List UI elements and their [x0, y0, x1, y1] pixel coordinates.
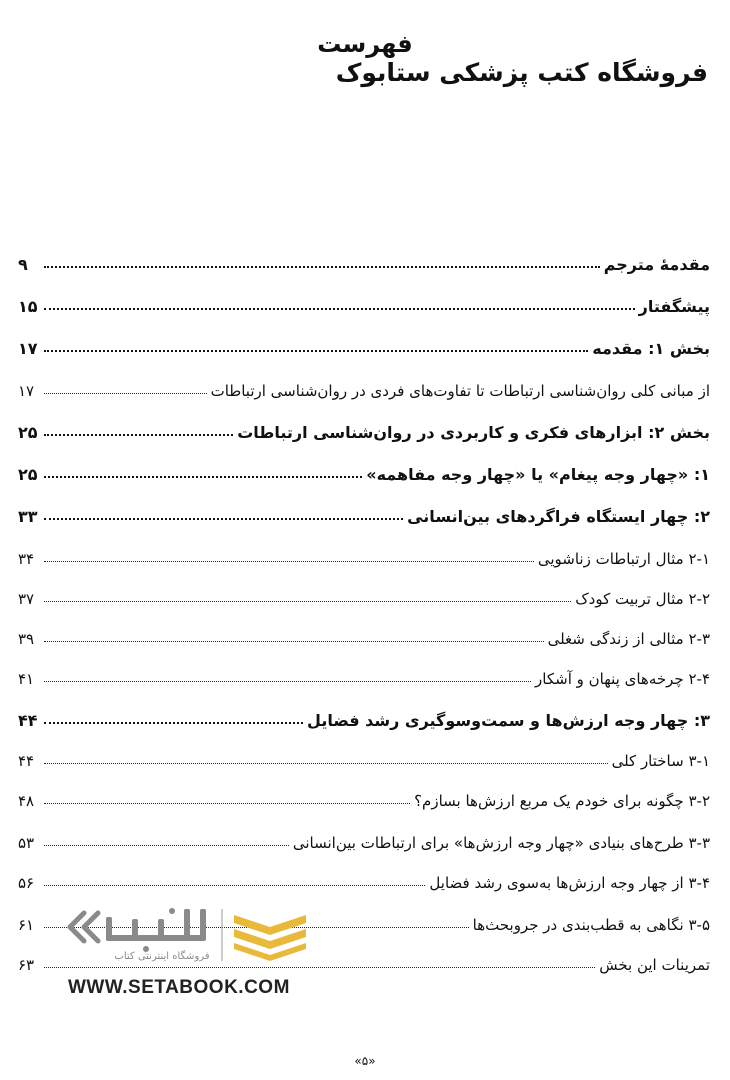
- toc-dot-leader: [44, 349, 588, 352]
- toc-entry-page: ۳۹: [18, 630, 35, 648]
- toc-entry-page: ۴۸: [18, 792, 35, 810]
- logo-chevrons-icon: [70, 913, 98, 941]
- toc-entry-page: ۳۳: [18, 507, 38, 526]
- toc-entry: [18, 700, 710, 730]
- toc-dot-leader: [44, 560, 534, 562]
- toc-dot-leader: [44, 762, 608, 764]
- toc-entry-title: ۳-۳ طرح‌های بنیادی «چهار وجه ارزش‌ها» برای ارتباطات بین‌انسانی: [292, 834, 710, 852]
- toc-entry-title: بخش ۱: مقدمه: [592, 339, 710, 358]
- toc-entry-title: ۳-۴ از چهار وجه ارزش‌ها به‌سوی رشد فضایل: [429, 874, 710, 892]
- toc-entry-title: ۳-۲ چگونه برای خودم یک مربع ارزش‌ها بسازم؟: [414, 792, 710, 810]
- setabook-logo: [62, 905, 312, 965]
- toc-dot-leader: [44, 392, 207, 394]
- toc-entry-title: ۲: چهار ایستگاه فراگردهای بین‌انسانی: [407, 507, 710, 526]
- toc-entry-page: ۴۱: [18, 670, 35, 688]
- toc-entry: [18, 538, 710, 568]
- toc-entry: [18, 658, 710, 688]
- toc-entry-title: ۲-۲ مثال تربیت کودک: [575, 590, 710, 608]
- toc-dot-leader: [44, 433, 233, 436]
- toc-entry: [18, 454, 710, 484]
- toc-entry-page: ۴۴: [18, 752, 35, 770]
- toc-dot-leader: [44, 680, 531, 682]
- toc-dot-leader: [44, 600, 571, 602]
- toc-entry-title: ۲-۱ مثال ارتباطات زناشویی: [537, 550, 710, 568]
- logo-subtitle: فروشگاه اینترنتی کتاب: [114, 951, 210, 962]
- toc-entry: [18, 822, 710, 852]
- toc-entry-page: ۱۷: [18, 382, 35, 400]
- toc-entry-page: ۴۴: [18, 711, 38, 730]
- toc-entry: [18, 412, 710, 442]
- toc-dot-leader: [44, 475, 362, 478]
- website-url: WWW.SETABOOK.COM: [68, 977, 290, 998]
- toc-entry: [18, 370, 710, 400]
- toc-entry-title: بخش ۲: ابزارهای فکری و کاربردی در روان‌شناسی ارتباطات: [237, 423, 710, 442]
- page-title: فهرست: [317, 30, 413, 58]
- toc-entry-page: ۲۵: [18, 465, 38, 484]
- toc-dot-leader: [44, 966, 595, 968]
- toc-entry: [18, 244, 710, 274]
- toc-dot-leader: [44, 265, 600, 268]
- toc-entry: [18, 780, 710, 810]
- toc-entry: [18, 328, 710, 358]
- toc-entry-title: ۳-۵ نگاهی به قطب‌بندی در جروبحث‌ها: [472, 916, 710, 934]
- toc-entry-title: پیشگفتار: [638, 297, 710, 316]
- toc-dot-leader: [44, 802, 410, 804]
- toc-dot-leader: [44, 640, 544, 642]
- toc-dot-leader: [44, 844, 289, 846]
- toc-dot-leader: [44, 517, 403, 520]
- toc-entry-page: ۶۳: [18, 956, 35, 974]
- toc-entry-page: ۳۷: [18, 590, 35, 608]
- store-name: فروشگاه کتب پزشکی ستابوک: [335, 58, 708, 87]
- toc-entry: [18, 578, 710, 608]
- toc-entry-title: ۲-۴ چرخه‌های پنهان و آشکار: [535, 670, 710, 688]
- page-number: «۵»: [354, 1054, 376, 1068]
- toc-entry-title: تمرینات این بخش: [599, 956, 710, 974]
- toc-entry-page: ۵۶: [18, 874, 35, 892]
- toc-entry-page: ۳۴: [18, 550, 35, 568]
- toc-entry-title: ۳-۱ ساختار کلی: [611, 752, 710, 770]
- toc-entry-title: ۲-۳ مثالی از زندگی شغلی: [547, 630, 710, 648]
- toc-entry-title: ۳: چهار وجه ارزش‌ها و سمت‌وسوگیری رشد فضایل: [307, 711, 710, 730]
- logo-script-mark: [106, 908, 206, 952]
- toc-entry: [18, 496, 710, 526]
- toc-entry-title: از مبانی کلی روان‌شناسی ارتباطات تا تفاوت‌های فردی در روان‌شناسی ارتباطات: [210, 382, 710, 400]
- toc-entry: [18, 740, 710, 770]
- toc-entry-page: ۱۵: [18, 297, 38, 316]
- toc-dot-leader: [44, 884, 425, 886]
- toc-entry: [18, 618, 710, 648]
- logo-book-icon: [234, 915, 306, 961]
- toc-entry-page: ۶۱: [18, 916, 35, 934]
- toc-dot-leader: [44, 307, 635, 310]
- toc-entry-page: ۹: [18, 255, 28, 274]
- toc-entry-title: ۱: «چهار وجه پیغام» یا «چهار وجه مفاهمه»: [366, 465, 710, 484]
- toc-entry: [18, 862, 710, 892]
- toc-entry-page: ۵۳: [18, 834, 35, 852]
- toc-entry-title: مقدمۀ مترجم: [603, 255, 710, 274]
- toc-entry: [18, 286, 710, 316]
- toc-entry-page: ۱۷: [18, 339, 38, 358]
- toc-dot-leader: [44, 721, 303, 724]
- toc-entry-page: ۲۵: [18, 423, 38, 442]
